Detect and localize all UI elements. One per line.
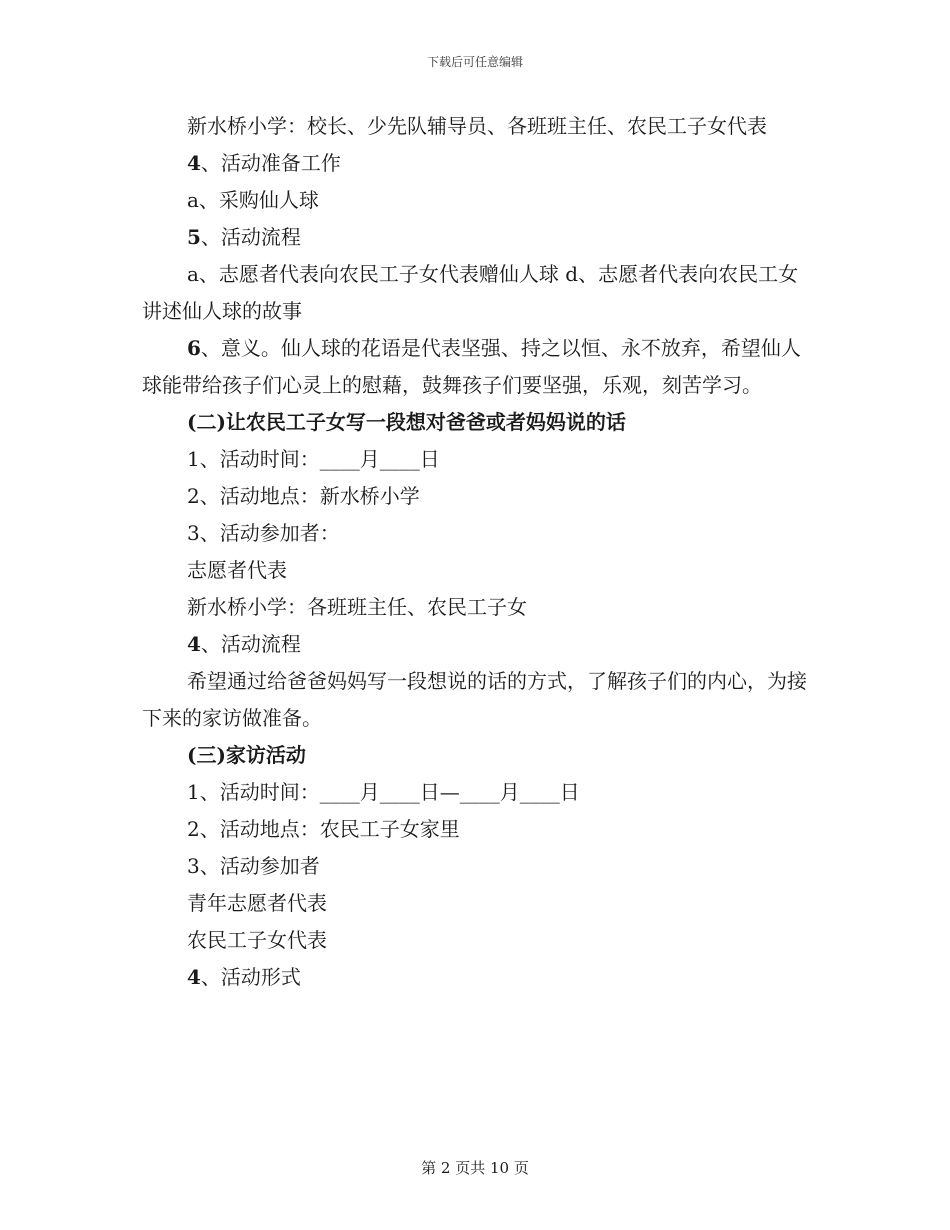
list-item-children-rep: 农民工子女代表 [187, 928, 327, 952]
list-item-youth-volunteers: 青年志愿者代表 [187, 891, 327, 915]
section-heading-format: 4、活动形式 [187, 965, 301, 989]
paragraph-letter-purpose: 希望通过给爸爸妈妈写一段想说的话的方式，了解孩子们的内心，为接下来的家访做准备。 [142, 669, 807, 730]
list-item-visit-location: 2、活动地点：农民工子女家里 [187, 817, 460, 841]
page-number-footer: 第 2 页共 10 页 [421, 1159, 529, 1177]
list-item-visit-participants: 3、活动参加者 [187, 854, 320, 878]
section-title-home-visit: (三)家访活动 [187, 743, 306, 767]
list-item-time: 1、活动时间：____月____日 [187, 447, 440, 471]
list-item-location: 2、活动地点：新水桥小学 [187, 484, 420, 508]
page-header-note: 下载后可任意编辑 [426, 55, 523, 69]
section-title-letters: (二)让农民工子女写一段想对爸爸或者妈妈说的话 [187, 410, 626, 434]
list-item-volunteer-rep: 志愿者代表 [187, 558, 287, 582]
list-item-school-staff: 新水桥小学：各班班主任、农民工子女 [187, 595, 527, 619]
section-heading-process-2: 4、活动流程 [187, 632, 301, 656]
section-heading-process: 5、活动流程 [187, 225, 301, 249]
document-body [142, 108, 812, 996]
section-heading-preparation: 4、活动准备工作 [187, 151, 341, 175]
paragraph-meaning: 6、意义。仙人球的花语是代表坚强、持之以恒、永不放弃，希望仙人球能带给孩子们心灵上的慰藉，鼓舞孩子们要坚强，乐观，刻苦学习。 [142, 336, 801, 397]
paragraph-participants: 新水桥小学：校长、少先队辅导员、各班班主任、农民工子女代表 [187, 114, 767, 138]
paragraph-process-steps: a、志愿者代表向农民工子女代表赠仙人球 d、志愿者代表向农民工女讲述仙人球的故事 [142, 262, 799, 323]
list-item-visit-time: 1、活动时间：____月____日—____月____日 [187, 780, 580, 804]
list-item-participants: 3、活动参加者： [187, 521, 340, 545]
list-item-buy-cactus: a、采购仙人球 [187, 188, 319, 212]
